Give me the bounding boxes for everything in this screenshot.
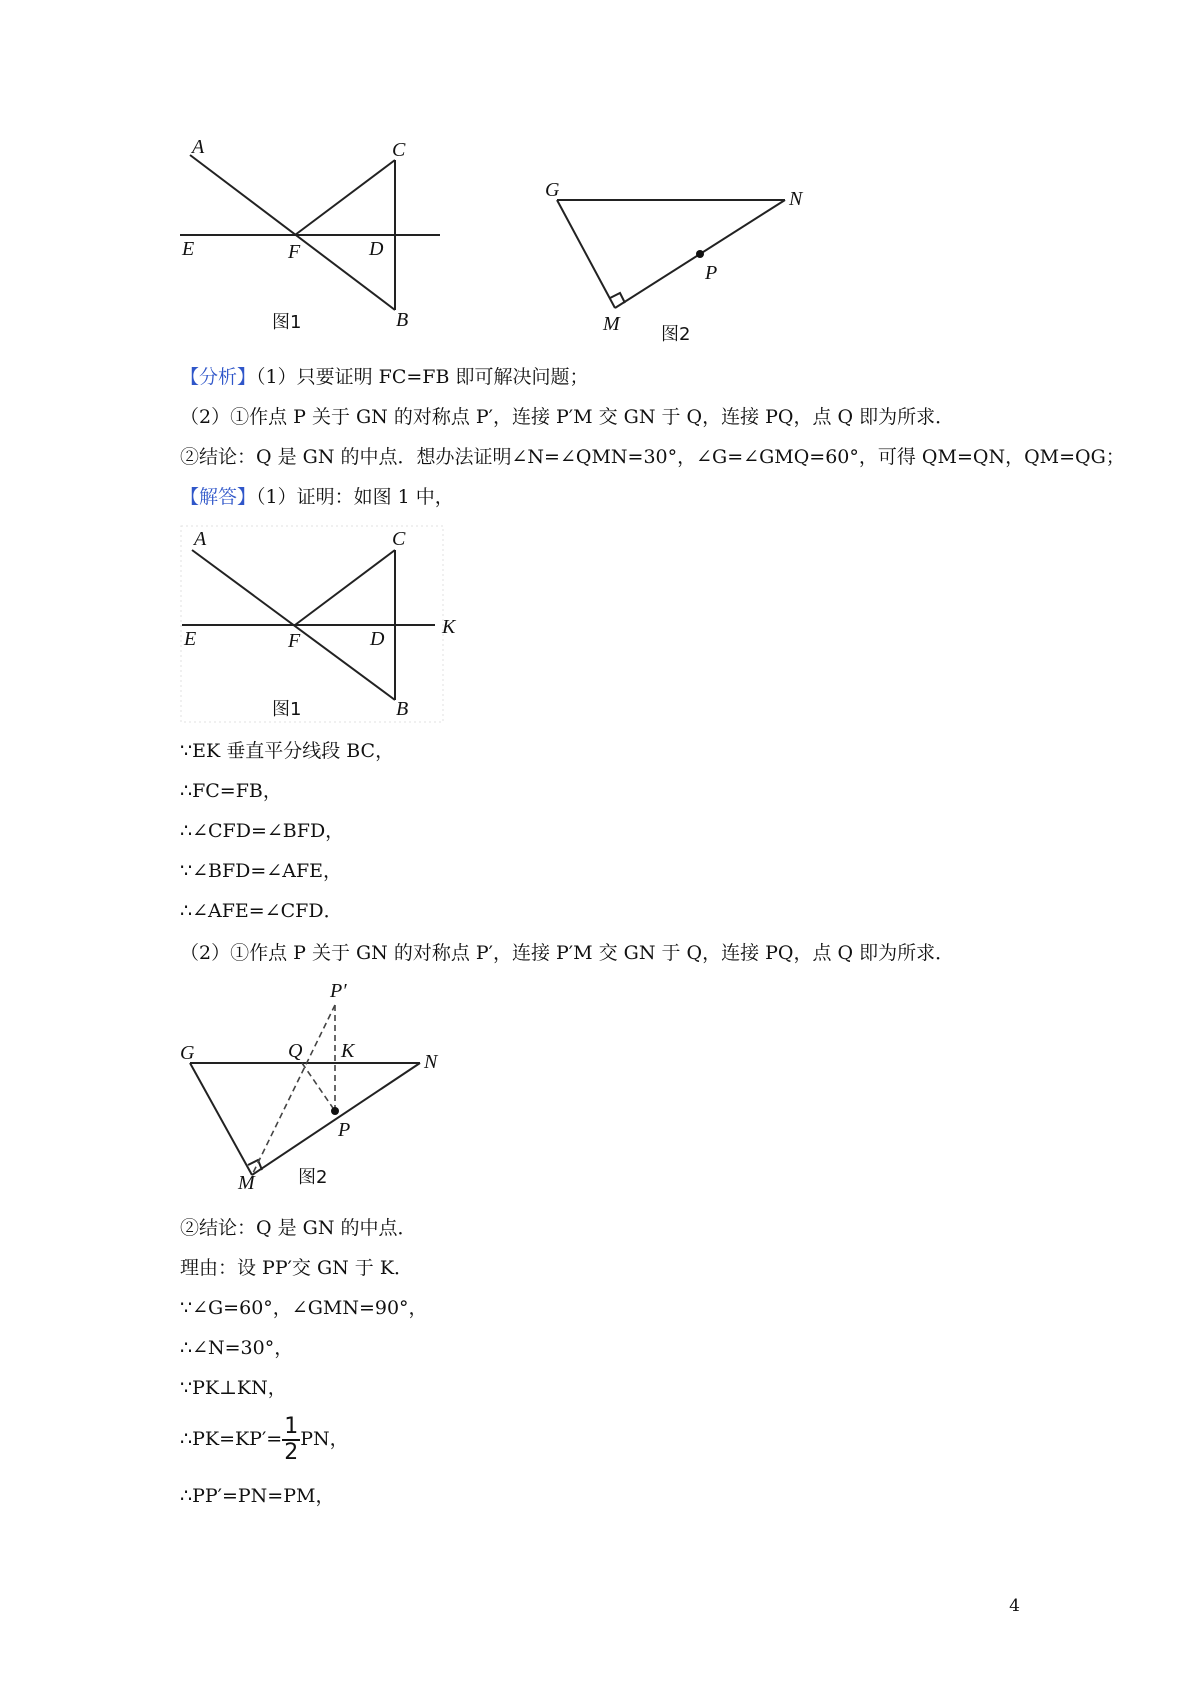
label-k: K [442, 616, 456, 638]
proof-line-2: ∴FC=FB， [180, 780, 282, 802]
figure-caption: 图1 [272, 312, 302, 333]
pk-suffix: PN， [300, 1428, 349, 1450]
label-p: P [338, 1119, 351, 1141]
step-line-3: ∵PK⊥KN， [180, 1377, 287, 1399]
fraction-one-half [282, 1415, 300, 1465]
answer-text-1: （1）证明：如图 1 中， [256, 486, 454, 508]
label-c: C [392, 528, 406, 550]
step-line-pk [180, 1411, 349, 1467]
label-a: A [192, 140, 205, 158]
fraction-denominator: 2 [284, 1440, 299, 1465]
label-g: G [180, 1042, 195, 1064]
label-m: M [238, 1172, 255, 1190]
label-d: D [369, 238, 384, 260]
label-g: G [545, 180, 560, 201]
conclusion-line: ②结论：Q 是 GN 的中点． [180, 1217, 417, 1239]
step-line-last: ∴PP′=PN=PM， [180, 1485, 335, 1507]
figure-1-top [180, 140, 450, 335]
proof-line-1: ∵EK 垂直平分线段 BC， [180, 740, 395, 762]
label-e: E [184, 628, 197, 650]
analysis-line-2: （2）①作点 P 关于 GN 的对称点 P′，连接 P′M 交 GN 于 Q，连接 PQ，点 Q 即为所求． [180, 406, 955, 428]
answer-tag: 【解答】 [180, 486, 257, 508]
proof-line-5: ∴∠AFE=∠CFD． [180, 900, 343, 922]
label-k: K [341, 1040, 355, 1062]
analysis-line-1 [180, 364, 588, 390]
figure-2-top [545, 180, 825, 350]
figure-2-answer [180, 975, 460, 1190]
label-f: F [288, 630, 301, 652]
answer-line-1 [180, 484, 454, 510]
figure-caption: 图2 [298, 1167, 328, 1188]
proof-line-3: ∴∠CFD=∠BFD， [180, 820, 345, 842]
label-a: A [194, 528, 207, 550]
analysis-line-3: ②结论：Q 是 GN 的中点．想办法证明∠N=∠QMN=30°，∠G=∠GMQ=60°，可得 QM=QN，QM=QG； [180, 446, 1125, 468]
analysis-tag: 【分析】 [180, 366, 257, 388]
figure-1-answer [180, 525, 460, 725]
label-p-prime: P′ [330, 980, 347, 1002]
proof-line-4: ∵∠BFD=∠AFE， [180, 860, 343, 882]
label-m: M [603, 313, 620, 335]
label-f: F [288, 241, 301, 263]
label-d: D [370, 628, 385, 650]
figure-caption: 图2 [661, 324, 691, 345]
label-p: P [705, 262, 718, 284]
label-q: Q [288, 1040, 303, 1062]
label-b: B [396, 698, 409, 720]
label-n: N [789, 188, 803, 210]
fraction-numerator: 1 [284, 1414, 299, 1439]
figure-caption: 图1 [272, 699, 302, 720]
reason-line: 理由：设 PP′交 GN 于 K． [180, 1257, 414, 1279]
analysis-text-1: （1）只要证明 FC=FB 即可解决问题； [256, 366, 589, 388]
step-line-1: ∵∠G=60°，∠GMN=90°， [180, 1297, 428, 1319]
label-b: B [396, 309, 409, 331]
step-line-2: ∴∠N=30°， [180, 1337, 294, 1359]
pk-prefix: ∴PK=KP′= [180, 1428, 283, 1450]
answer-part-2: （2）①作点 P 关于 GN 的对称点 P′，连接 P′M 交 GN 于 Q，连接 PQ，点 Q 即为所求． [180, 942, 955, 964]
label-n: N [424, 1051, 438, 1073]
label-c: C [392, 140, 406, 161]
label-e: E [182, 238, 195, 260]
page-number: 4 [1009, 1596, 1020, 1616]
